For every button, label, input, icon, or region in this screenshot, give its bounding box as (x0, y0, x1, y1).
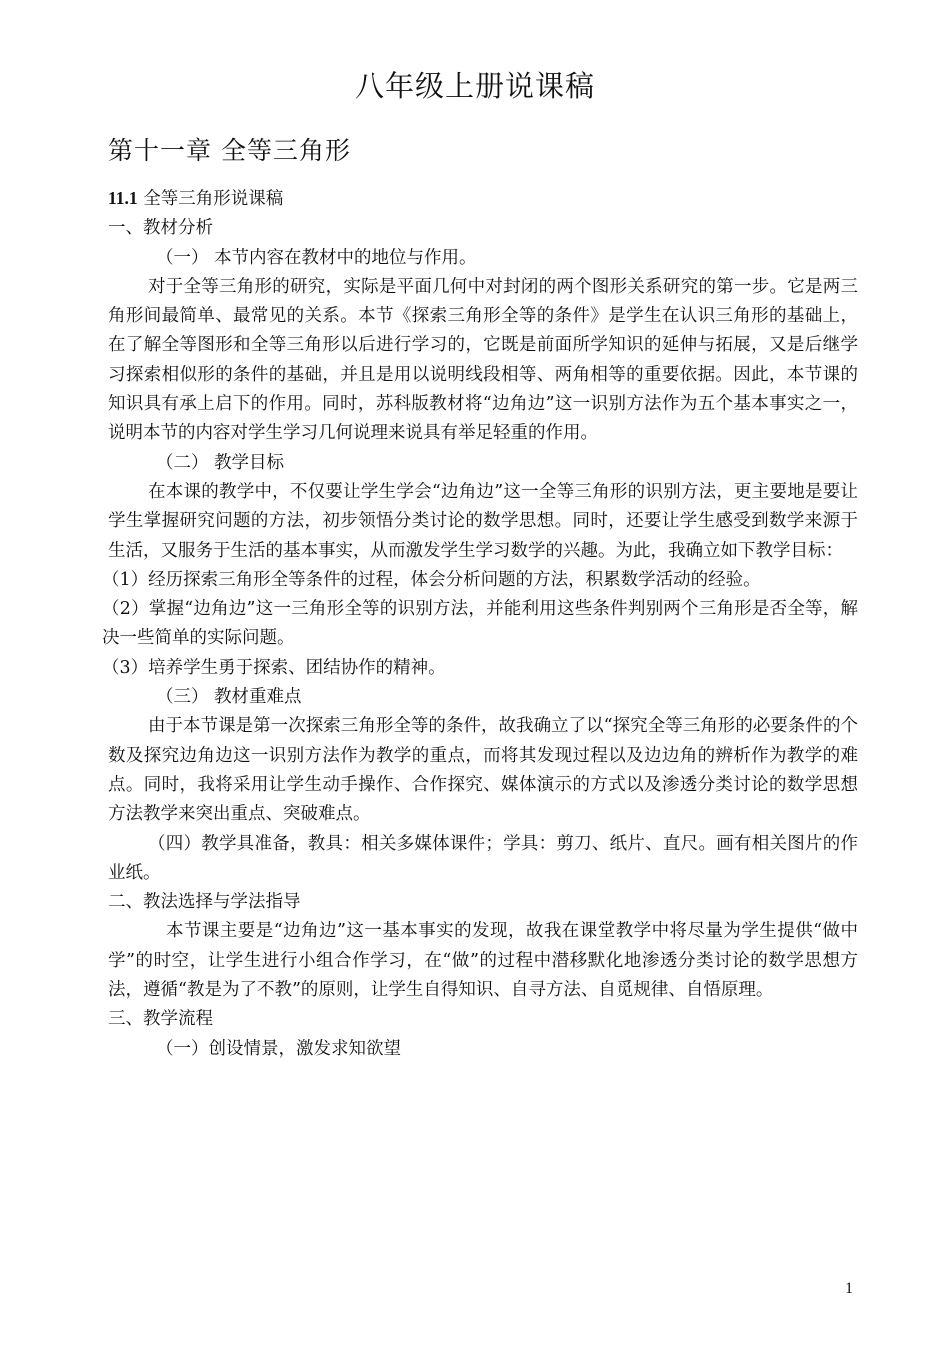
paragraph-role: 对于全等三角形的研究，实际是平面几何中对封闭的两个图形关系研究的第一步。它是两三角形间最简单、最常见的关系。本节《探索三角形全等的条件》是学生在认识三角形的基础上，在了解全等图形和全等三角形以后进行学习的，它既是前面所学知识的延伸与拓展，又是后继学习探索相似形的条件的基础，并且是用以说明线段相等、两角相等的重要依据。因此，本节课的知识具有承上启下的作用。同时，苏科版教材将“边角边”这一识别方法作为五个基本事实之一，说明本节的内容对学生学习几何说理来说具有举足轻重的作用。 (108, 276, 858, 444)
subheading-role: （一） 本节内容在教材中的地位与作用。 (156, 247, 477, 268)
section-title: 全等三角形说课稿 (143, 189, 284, 209)
goal-item-3: （3）培养学生勇于探索、团结协作的精神。 (102, 657, 446, 678)
goal-item-2: （2）掌握“边角边”这一三角形全等的识别方法，并能利用这些条件判别两个三角形是否全等，解决一些简单的实际问题。 (102, 599, 858, 649)
heading-textbook-analysis: 一、教材分析 (108, 218, 213, 239)
document-body (102, 184, 858, 1064)
section-number: 11.1 (108, 188, 138, 208)
paragraph-key-points: 由于本节课是第一次探索三角形全等的条件，故我确立了以“探究全等三角形的必要条件的个数及探究边角边这一识别方法作为教学的重点，而将其发现过程以及边边角的辨析作为教学的难点。同时，我将采用让学生动手操作、合作探究、媒体演示的方式以及渗透分类讨论的数学思想方法教学来突出重点、突破难点。 (108, 716, 858, 825)
paragraph-goals: 在本课的教学中，不仅要让学生学会“边角边”这一全等三角形的识别方法，更主要地是要让学生掌握研究问题的方法，初步领悟分类讨论的数学思想。同时，还要让学生感受到数学来源于生活，又服务于生活的基本事实，从而激发学生学习数学的兴趣。为此，我确立如下教学目标： (108, 481, 858, 561)
goal-item-1: （1）经历探索三角形全等条件的过程，体会分析问题的方法，积累数学活动的经验。 (102, 569, 761, 590)
chapter-heading: 第十一章 全等三角形 (108, 136, 351, 165)
heading-teaching-process: 三、教学流程 (108, 1009, 213, 1030)
paragraph-teaching-methods: 本节课主要是“边角边”这一基本事实的发现，故我在课堂教学中将尽量为学生提供“做中学”的时空，让学生进行小组合作学习，在“做”的过程中潜移默化地渗透分类讨论的数学思想方法，遵循“教是为了不教”的原则，让学生自得知识、自寻方法、自觅规律、自悟原理。 (108, 921, 858, 1001)
section-heading (108, 184, 858, 214)
subheading-scenario: （一）创设情景，激发求知欲望 (156, 1038, 401, 1059)
subheading-key-points: （三） 教材重难点 (156, 687, 302, 708)
paragraph-teaching-aids: （四）教学具准备，教具：相关多媒体课件；学具：剪刀、纸片、直尺。画有相关图片的作业纸。 (108, 833, 858, 883)
document-title: 八年级上册说课稿 (354, 69, 595, 103)
page-number: 1 (845, 1280, 853, 1297)
subheading-goals: （二） 教学目标 (156, 452, 285, 473)
heading-teaching-methods: 二、教法选择与学法指导 (108, 892, 301, 913)
